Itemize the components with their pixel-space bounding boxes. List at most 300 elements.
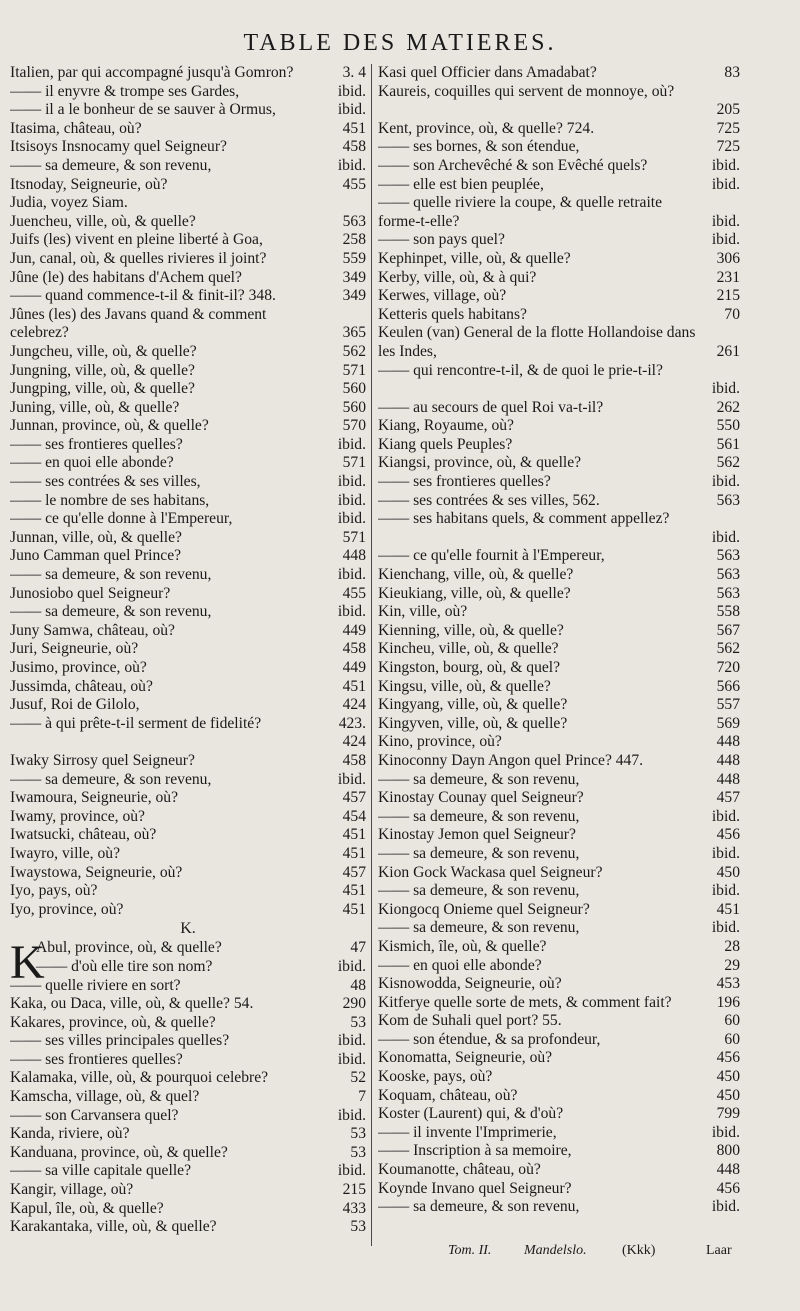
entry-text: Kino, province, où? [378,733,502,751]
entry-page-ref: ibid. [337,1162,366,1180]
entry-page-ref: 262 [716,398,740,416]
entry-page-ref: 448 [716,1161,740,1179]
entry-text: Juning, ville, où, & quelle? [10,398,180,416]
entry-text: Kiangsi, province, où, & quelle? [378,454,582,472]
entry-text: —— quelle riviere la coupe, & quelle retraite forme-t-elle? [378,194,663,230]
entry-page-ref: 455 [342,175,366,193]
entry-text: Kerwes, village, où? [378,287,507,305]
entry-text: —— en quoi elle abonde? [378,956,542,974]
entry-text: —— il invente l'Imprimerie, [378,1123,557,1141]
entry-page-ref: ibid. [337,770,366,788]
entry-text: Jûnes (les) des Javans quand & comment celebrez? [10,305,267,342]
index-entry [10,1032,366,1051]
entry-text: —— qui rencontre-t-il, & de quoi le prie-t-il? [378,361,663,379]
entry-text: Kooske, pays, où? [378,1068,493,1086]
index-entry [10,771,366,790]
index-entry [10,1144,366,1163]
entry-text: Keulen (van) General de la flotte Hollandoise dans les Indes, [378,324,696,360]
entry-page-ref: ibid. [337,473,366,491]
index-entry [378,1087,740,1106]
entry-text: —— son Archevêché & son Evêché quels? [378,156,648,174]
entry-page-ref: 451 [342,119,366,137]
index-entry [378,120,740,139]
entry-page-ref: 451 [342,677,366,695]
entry-page-ref: 423. [338,714,366,732]
index-entry [378,1198,740,1217]
index-entry [378,808,740,827]
entry-text: Iyo, province, où? [10,900,124,918]
index-entry [10,585,366,604]
entry-page-ref: ibid. [711,231,740,249]
entry-text: —— son étendue, & sa profondeur, [378,1030,601,1048]
index-entry [10,64,366,83]
entry-page-ref: ibid. [337,1106,366,1124]
entry-text: Iwamy, province, où? [10,807,145,825]
entry-page-ref: 258 [342,231,366,249]
entry-text: —— sa demeure, & son revenu, [10,566,212,584]
entry-page-ref: ibid. [711,212,740,230]
entry-page-ref: 60 [724,1012,740,1030]
entry-page-ref: ibid. [337,435,366,453]
entry-page-ref: 559 [342,249,366,267]
entry-page-ref: ibid. [337,82,366,100]
index-entry [378,1068,740,1087]
index-entry [378,417,740,436]
entry-page-ref: 450 [716,1086,740,1104]
entry-text: Kingyven, ville, où, & quelle? [378,714,568,732]
entry-page-ref: 448 [716,751,740,769]
entry-text: —— ses habitans quels, & comment appellez? [378,510,670,528]
index-entry [10,231,366,250]
index-entry [378,1031,740,1050]
index-entry [378,1124,740,1143]
entry-page-ref: ibid. [337,101,366,119]
entry-page-ref: 563 [716,566,740,584]
entry-text: —— ce qu'elle donne à l'Empereur, [10,510,233,528]
entry-page-ref: 306 [716,249,740,267]
entry-page-ref: 53 [350,1125,366,1143]
index-entry [10,250,366,269]
index-entry [378,1142,740,1161]
index-entry [378,957,740,976]
entry-text: Kisnowodda, Seigneurie, où? [378,975,562,993]
entry-text: Iwatsucki, château, où? [10,826,157,844]
entry-text: Koumanotte, château, où? [378,1161,541,1179]
entry-page-ref: 448 [716,733,740,751]
entry-page-ref: 53 [350,1143,366,1161]
entry-list-k [10,936,366,1237]
index-entry [10,939,366,958]
entry-page-ref: 449 [342,621,366,639]
entry-page-ref: 456 [716,826,740,844]
entry-text: Kerby, ville, où, & à qui? [378,268,537,286]
entry-page-ref: 60 [724,1030,740,1048]
entry-text: —— sa demeure, & son revenu, [378,1198,580,1216]
entry-page-ref: 70 [724,305,740,323]
entry-page-ref: 433 [342,1199,366,1217]
entry-text: —— ses villes principales quelles? [10,1032,230,1050]
entry-page-ref: 560 [342,398,366,416]
entry-text: Kingsu, ville, où, & quelle? [378,677,551,695]
entry-text: Koquam, château, où? [378,1086,518,1104]
index-entry [378,640,740,659]
entry-text: —— sa ville capitale quelle? [10,1162,191,1180]
index-entry [10,473,366,492]
entry-page-ref: ibid. [711,1123,740,1141]
index-entry [10,510,366,529]
entry-page-ref: 451 [342,826,366,844]
entry-text: Jungping, ville, où, & quelle? [10,380,195,398]
index-entry [10,176,366,195]
index-entry [378,399,740,418]
index-entry [10,454,366,473]
index-entry [378,492,740,511]
entry-page-ref: ibid. [711,919,740,937]
entry-text: Junosiobo quel Seigneur? [10,584,171,602]
entry-text: —— sa demeure, & son revenu, [10,603,212,621]
index-entry [378,454,740,473]
entry-text: Konomatta, Seigneurie, où? [378,1049,553,1067]
entry-text: —— sa demeure, & son revenu, [378,919,580,937]
index-entry [10,362,366,381]
index-entry [378,1012,740,1031]
entry-text: Kangir, village, où? [10,1181,134,1199]
entry-page-ref: 53 [350,1218,366,1236]
entry-page-ref: 457 [342,863,366,881]
index-entry [10,752,366,771]
entry-page-ref: 571 [342,528,366,546]
index-entry [10,1162,366,1181]
entry-text: Kieukiang, ville, où, & quelle? [378,584,571,602]
entry-text: —— au secours de quel Roi va-t-il? [378,398,604,416]
entry-page-ref: 7 [358,1088,366,1106]
entry-page-ref: ibid. [337,603,366,621]
index-entry [10,995,366,1014]
entry-page-ref: 47 [350,939,366,957]
author-label: Mandelslo. [524,1243,587,1258]
index-entry [378,64,740,83]
entry-text: —— sa demeure, & son revenu, [378,770,580,788]
right-column [378,64,740,1217]
entry-text: —— elle est bien peuplée, [378,175,544,193]
index-entry [378,250,740,269]
entry-text: —— ses bornes, & son étendue, [378,138,580,156]
entry-text: —— ce qu'elle fournit à l'Empereur, [378,547,605,565]
index-entry [10,977,366,996]
entry-page-ref: 557 [716,696,740,714]
entry-page-ref: 196 [716,993,740,1011]
entry-page-ref: ibid. [337,156,366,174]
entry-page-ref: 561 [716,435,740,453]
entry-page-ref: 453 [716,975,740,993]
entry-page-ref: ibid. [711,882,740,900]
index-entry [378,826,740,845]
entry-text: Kent, province, où, & quelle? 724. [378,119,595,137]
entry-page-ref: ibid. [337,957,366,975]
entry-text: Kincheu, ville, où, & quelle? [378,640,559,658]
index-entry [378,919,740,938]
entry-page-ref: ibid. [711,1198,740,1216]
index-entry [10,380,366,399]
entry-list-right [378,64,740,1217]
entry-text: —— le nombre de ses habitans, [10,491,210,509]
entry-text: —— Inscription à sa memoire, [378,1142,572,1160]
index-entry [10,622,366,641]
entry-page-ref: ibid. [711,156,740,174]
entry-text: Jun, canal, où, & quelles rivieres il joint? [10,249,267,267]
index-entry [378,83,740,120]
left-column [10,64,366,1237]
index-entry [378,752,740,771]
entry-page-ref: 83 [724,64,740,81]
index-entry [10,640,366,659]
index-entry [378,1049,740,1068]
index-entry [10,417,366,436]
entry-page-ref: 231 [716,268,740,286]
entry-text: —— ses contrées & ses villes, 562. [378,491,600,509]
entry-text: Jussimda, château, où? [10,677,153,695]
entry-page-ref: 720 [716,659,740,676]
entry-page-ref: 456 [716,1179,740,1197]
entry-page-ref: 562 [716,454,740,472]
catchword: Laar [706,1243,732,1258]
entry-page-ref: 29 [724,956,740,974]
entry-text: Kamscha, village, où, & quel? [10,1088,200,1106]
index-entry [378,715,740,734]
entry-page-ref: 567 [716,621,740,639]
entry-text: —— sa demeure, & son revenu, [378,807,580,825]
entry-page-ref: ibid. [711,175,740,193]
entry-page-ref: 563 [716,547,740,565]
entry-text: Kinostay Jemon quel Seigneur? [378,826,576,844]
entry-text: —— ses frontieres quelles? [10,435,183,453]
entry-text: Juifs (les) vivent en pleine liberté à Goa, [10,231,263,249]
index-entry [378,176,740,195]
entry-text: Kienning, ville, où, & quelle? [378,621,564,639]
index-entry [10,1014,366,1033]
entry-text: Koster (Laurent) qui, & d'où? [378,1105,564,1123]
index-entry [10,1088,366,1107]
entry-page-ref: ibid. [711,473,740,491]
index-entry [10,659,366,678]
index-entry [10,157,366,176]
index-entry [378,994,740,1013]
entry-page-ref: ibid. [711,807,740,825]
index-entry [10,845,366,864]
entry-page-ref: 349 [342,268,366,286]
entry-text: Ketteris quels habitans? [378,305,527,323]
section-letter: K. [180,920,196,938]
entry-list-left [10,64,366,919]
index-entry [10,1218,366,1237]
entry-text: Jusimo, province, où? [10,659,147,676]
entry-text: Kasi quel Officier dans Amadabat? [378,64,597,81]
index-entry [10,1051,366,1070]
entry-text: Kalamaka, ville, où, & pourquoi celebre? [10,1069,269,1087]
entry-text: Kismich, île, où, & quelle? [378,937,547,955]
index-entry [10,566,366,585]
index-entry [10,958,366,977]
entry-text: Jûne (le) des habitans d'Achem quel? [10,268,242,286]
index-entry [378,659,740,678]
index-entry [10,1200,366,1219]
entry-text: —— sa demeure, & son revenu, [378,882,580,900]
entry-text: Iwaystowa, Seigneurie, où? [10,863,183,881]
entry-text: —— à qui prête-t-il serment de fidelité? [10,714,262,732]
index-entry [10,547,366,566]
index-entry [10,120,366,139]
entry-text: Kanduana, province, où, & quelle? [10,1143,228,1161]
index-entry [378,566,740,585]
index-entry [378,138,740,157]
entry-text: Jungcheu, ville, où, & quelle? [10,342,197,360]
page-footer [0,1243,800,1263]
entry-page-ref: 550 [716,417,740,435]
entry-page-ref: 52 [350,1069,366,1087]
entry-text: Kakares, province, où, & quelle? [10,1013,216,1031]
index-entry [378,194,740,231]
entry-page-ref: 261 [716,342,740,360]
entry-page-ref: 571 [342,454,366,472]
entry-page-ref: 456 [716,1049,740,1067]
tome-label: Tom. II. [448,1243,492,1258]
entry-page-ref: 458 [342,640,366,658]
entry-text: Koynde Invano quel Seigneur? [378,1179,572,1197]
entry-text: Kiongocq Onieme quel Seigneur? [378,900,590,918]
index-entry [378,845,740,864]
entry-page-ref: 571 [342,361,366,379]
entry-page-ref: 205 [716,101,740,119]
entry-page-ref: 562 [716,640,740,658]
index-entry [378,789,740,808]
index-entry [10,343,366,362]
entry-text: —— quand commence-t-il & finit-il? 348. [10,287,276,305]
entry-text: Jungning, ville, où, & quelle? [10,361,195,379]
entry-text: Itsisoys Insnocamy quel Seigneur? [10,138,227,156]
entry-text: Junnan, ville, où, & quelle? [10,528,182,546]
entry-text: —— il enyvre & trompe ses Gardes, [10,82,240,100]
entry-page-ref: 424 [342,733,366,751]
index-entry [378,473,740,492]
entry-text: —— sa demeure, & son revenu, [10,770,212,788]
index-entry [10,83,366,102]
entry-page-ref: 455 [342,584,366,602]
entry-page-ref: 448 [342,547,366,565]
index-entry [378,733,740,752]
entry-page-ref: ibid. [337,566,366,584]
index-entry [10,1107,366,1126]
entry-text: Kienchang, ville, où, & quelle? [378,566,574,584]
entry-page-ref: 215 [342,1181,366,1199]
index-entry [378,585,740,604]
entry-text: —— ses frontieres quelles? [378,473,551,491]
entry-page-ref: 53 [350,1013,366,1031]
k-section [10,936,366,1237]
entry-text: —— sa demeure, & son revenu, [378,844,580,862]
entry-text: Itasima, château, où? [10,119,142,137]
entry-text: Italien, par qui accompagné jusqu'à Gomron? [10,64,294,81]
entry-text: —— sa demeure, & son revenu, [10,156,212,174]
entry-text: —— son pays quel? [378,231,505,249]
entry-text: Kinoconny Dayn Angon quel Prince? 447. [378,751,644,769]
entry-text: Iwayro, ville, où? [10,844,120,862]
index-entry [378,157,740,176]
signature-mark: (Kkk) [622,1243,656,1258]
index-entry [10,399,366,418]
entry-text: —— son Carvansera quel? [10,1106,179,1124]
entry-page-ref: 725 [716,119,740,137]
entry-page-ref: 454 [342,807,366,825]
entry-text: Iwaky Sirrosy quel Seigneur? [10,751,195,769]
entry-page-ref: 563 [716,491,740,509]
entry-text: Kanda, riviere, où? [10,1125,130,1143]
entry-text: Iyo, pays, où? [10,882,98,900]
index-entry [10,864,366,883]
entry-page-ref: 424 [342,696,366,714]
entry-text: —— d'où elle tire son nom? [36,957,213,975]
entry-text: Kaureis, coquilles qui servent de monnoye, où? [378,82,675,100]
entry-text: Kin, ville, où? [378,603,468,621]
entry-page-ref: 451 [342,882,366,900]
index-entry [378,938,740,957]
entry-text: Juencheu, ville, où, & quelle? [10,212,196,230]
index-entry [10,194,366,213]
index-entry [10,696,366,715]
index-entry [378,510,740,547]
entry-page-ref: 563 [342,212,366,230]
entry-page-ref: 458 [342,751,366,769]
index-entry [378,975,740,994]
entry-page-ref: 799 [716,1105,740,1123]
index-entry [378,1180,740,1199]
entry-page-ref: ibid. [337,1050,366,1068]
index-entry [378,306,740,325]
index-entry [10,901,366,920]
index-entry [378,547,740,566]
entry-page-ref: 558 [716,603,740,621]
entry-page-ref: 562 [342,342,366,360]
entry-text: —— quelle riviere en sort? [10,976,181,994]
entry-page-ref: ibid. [711,528,740,546]
index-entry [378,436,740,455]
index-entry [378,1161,740,1180]
entry-text: Kion Gock Wackasa quel Seigneur? [378,863,603,881]
index-entry [10,436,366,455]
entry-text: —— ses frontieres quelles? [10,1050,183,1068]
entry-text: Itsnoday, Seigneurie, où? [10,175,168,193]
entry-page-ref: 725 [716,138,740,156]
entry-page-ref: 451 [716,900,740,918]
index-entry [378,678,740,697]
entry-page-ref: ibid. [711,380,740,398]
column-divider [371,64,372,1246]
entry-text: Judia, voyez Siam. [10,194,128,212]
index-entry [378,771,740,790]
index-entry [10,789,366,808]
index-entry [10,1125,366,1144]
entry-text: Kaka, ou Daca, ville, où, & quelle? 54. [10,995,254,1013]
index-entry [378,882,740,901]
entry-page-ref: ibid. [337,1032,366,1050]
entry-page-ref: 450 [716,863,740,881]
entry-text: Kephinpet, ville, où, & quelle? [378,249,571,267]
entry-text: Juny Samwa, château, où? [10,621,175,639]
entry-page-ref: 450 [716,1068,740,1086]
entry-page-ref: 457 [716,789,740,807]
entry-page-ref: 3. 4 [342,64,366,81]
index-entry [378,622,740,641]
index-entry [10,306,366,343]
